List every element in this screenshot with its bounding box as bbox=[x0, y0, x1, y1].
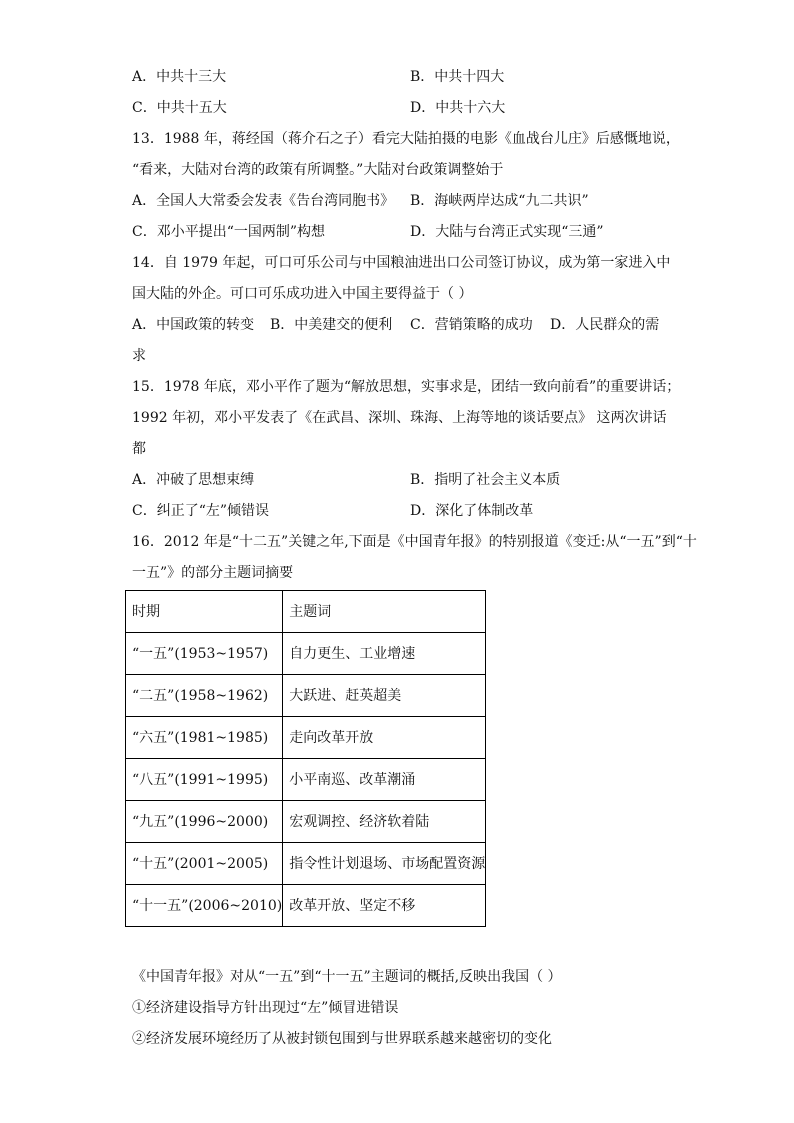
table-cell-theme: 走向改革开放 bbox=[283, 717, 486, 759]
table-cell-theme: 小平南巡、改革潮涌 bbox=[283, 759, 486, 801]
table-header-cell: 时期 bbox=[126, 591, 283, 633]
table-row bbox=[126, 675, 486, 717]
q16-stem-line1: 16．2012 年是“十二五”关键之年,下面是《中国青年报》的特别报道《变迁:从“一五”到“十 bbox=[132, 534, 697, 550]
table-cell-period: “六五”(1981~1985) bbox=[126, 717, 283, 759]
q12-option-c: C．中共十五大 bbox=[132, 100, 227, 116]
table-cell-period: “九五”(1996~2000) bbox=[126, 801, 283, 843]
q14-option-d-continued: 求 bbox=[132, 348, 146, 364]
table-row bbox=[126, 843, 486, 885]
q13-stem-line1: 13．1988 年，蒋经国（蒋介石之子）看完大陆拍摄的电影《血战台儿庄》后感慨地说， bbox=[132, 131, 680, 147]
q12-option-b: B．中共十四大 bbox=[410, 69, 505, 85]
q12-option-d: D．中共十六大 bbox=[410, 100, 506, 116]
table-cell-period: “十一五”(2006~2010) bbox=[126, 885, 283, 927]
table-row bbox=[126, 759, 486, 801]
table-cell-theme: 改革开放、坚定不移 bbox=[283, 885, 486, 927]
five-year-plan-theme-table bbox=[125, 590, 486, 927]
q14-option-a: A．中国政策的转变 bbox=[132, 317, 255, 333]
q15-stem-line1: 15．1978 年底，邓小平作了题为“解放思想，实事求是，团结一致向前看”的重要讲话； bbox=[132, 379, 681, 395]
q13-option-d: D．大陆与台湾正式实现“三通” bbox=[410, 224, 604, 240]
table-cell-theme: 宏观调控、经济软着陆 bbox=[283, 801, 486, 843]
table-row bbox=[126, 885, 486, 927]
q16-statement-2: ②经济发展环境经历了从被封锁包围到与世界联系越来越密切的变化 bbox=[132, 1031, 552, 1047]
table-header-row bbox=[126, 591, 486, 633]
q13-option-a: A．全国人大常委会发表《告台湾同胞书》 bbox=[132, 193, 395, 209]
q15-option-a: A．冲破了思想束缚 bbox=[132, 472, 255, 488]
table-cell-period: “十五”(2001~2005) bbox=[126, 843, 283, 885]
q15-option-c: C．纠正了“左”倾错误 bbox=[132, 503, 270, 519]
q15-stem-line2: 1992 年初，邓小平发表了《在武昌、深圳、珠海、上海等地的谈话要点》 这两次讲话 bbox=[132, 410, 667, 426]
q16-stem-line2: 一五”》的部分主题词摘要 bbox=[132, 565, 294, 581]
q14-stem-line2: 国大陆的外企。可口可乐成功进入中国主要得益于（ ） bbox=[132, 286, 473, 302]
q14-option-d: D．人民群众的需 bbox=[550, 317, 660, 333]
q15-option-d: D．深化了体制改革 bbox=[410, 503, 534, 519]
table-header-cell: 主题词 bbox=[283, 591, 486, 633]
table-cell-theme: 自力更生、工业增速 bbox=[283, 633, 486, 675]
table-row bbox=[126, 801, 486, 843]
q14-stem-line1: 14．自 1979 年起，可口可乐公司与中国粮油进出口公司签订协议，成为第一家进入中 bbox=[132, 255, 671, 271]
q16-question-stem: 《中国青年报》对从“一五”到“十一五”主题词的概括,反映出我国（ ） bbox=[132, 969, 562, 985]
table-cell-period: “一五”(1953~1957) bbox=[126, 633, 283, 675]
table-cell-theme: 大跃进、赶英超美 bbox=[283, 675, 486, 717]
q13-stem-line2: “看来，大陆对台湾的政策有所调整。”大陆对台政策调整始于 bbox=[132, 162, 504, 178]
q14-option-c: C．营销策略的成功 bbox=[410, 317, 533, 333]
q14-option-b: B．中美建交的便利 bbox=[270, 317, 393, 333]
q12-option-a: A．中共十三大 bbox=[132, 69, 227, 85]
q15-option-b: B．指明了社会主义本质 bbox=[410, 472, 561, 488]
table-row bbox=[126, 717, 486, 759]
q13-option-c: C．邓小平提出“一国两制”构想 bbox=[132, 224, 326, 240]
table-cell-period: “二五”(1958~1962) bbox=[126, 675, 283, 717]
table-cell-period: “八五”(1991~1995) bbox=[126, 759, 283, 801]
table-cell-theme: 指令性计划退场、市场配置资源 bbox=[283, 843, 486, 885]
table-row bbox=[126, 633, 486, 675]
q16-statement-1: ①经济建设指导方针出现过“左”倾冒进错误 bbox=[132, 1000, 399, 1016]
q13-option-b: B．海峡两岸达成“九二共识” bbox=[410, 193, 589, 209]
q15-stem-line3: 都 bbox=[132, 441, 146, 457]
